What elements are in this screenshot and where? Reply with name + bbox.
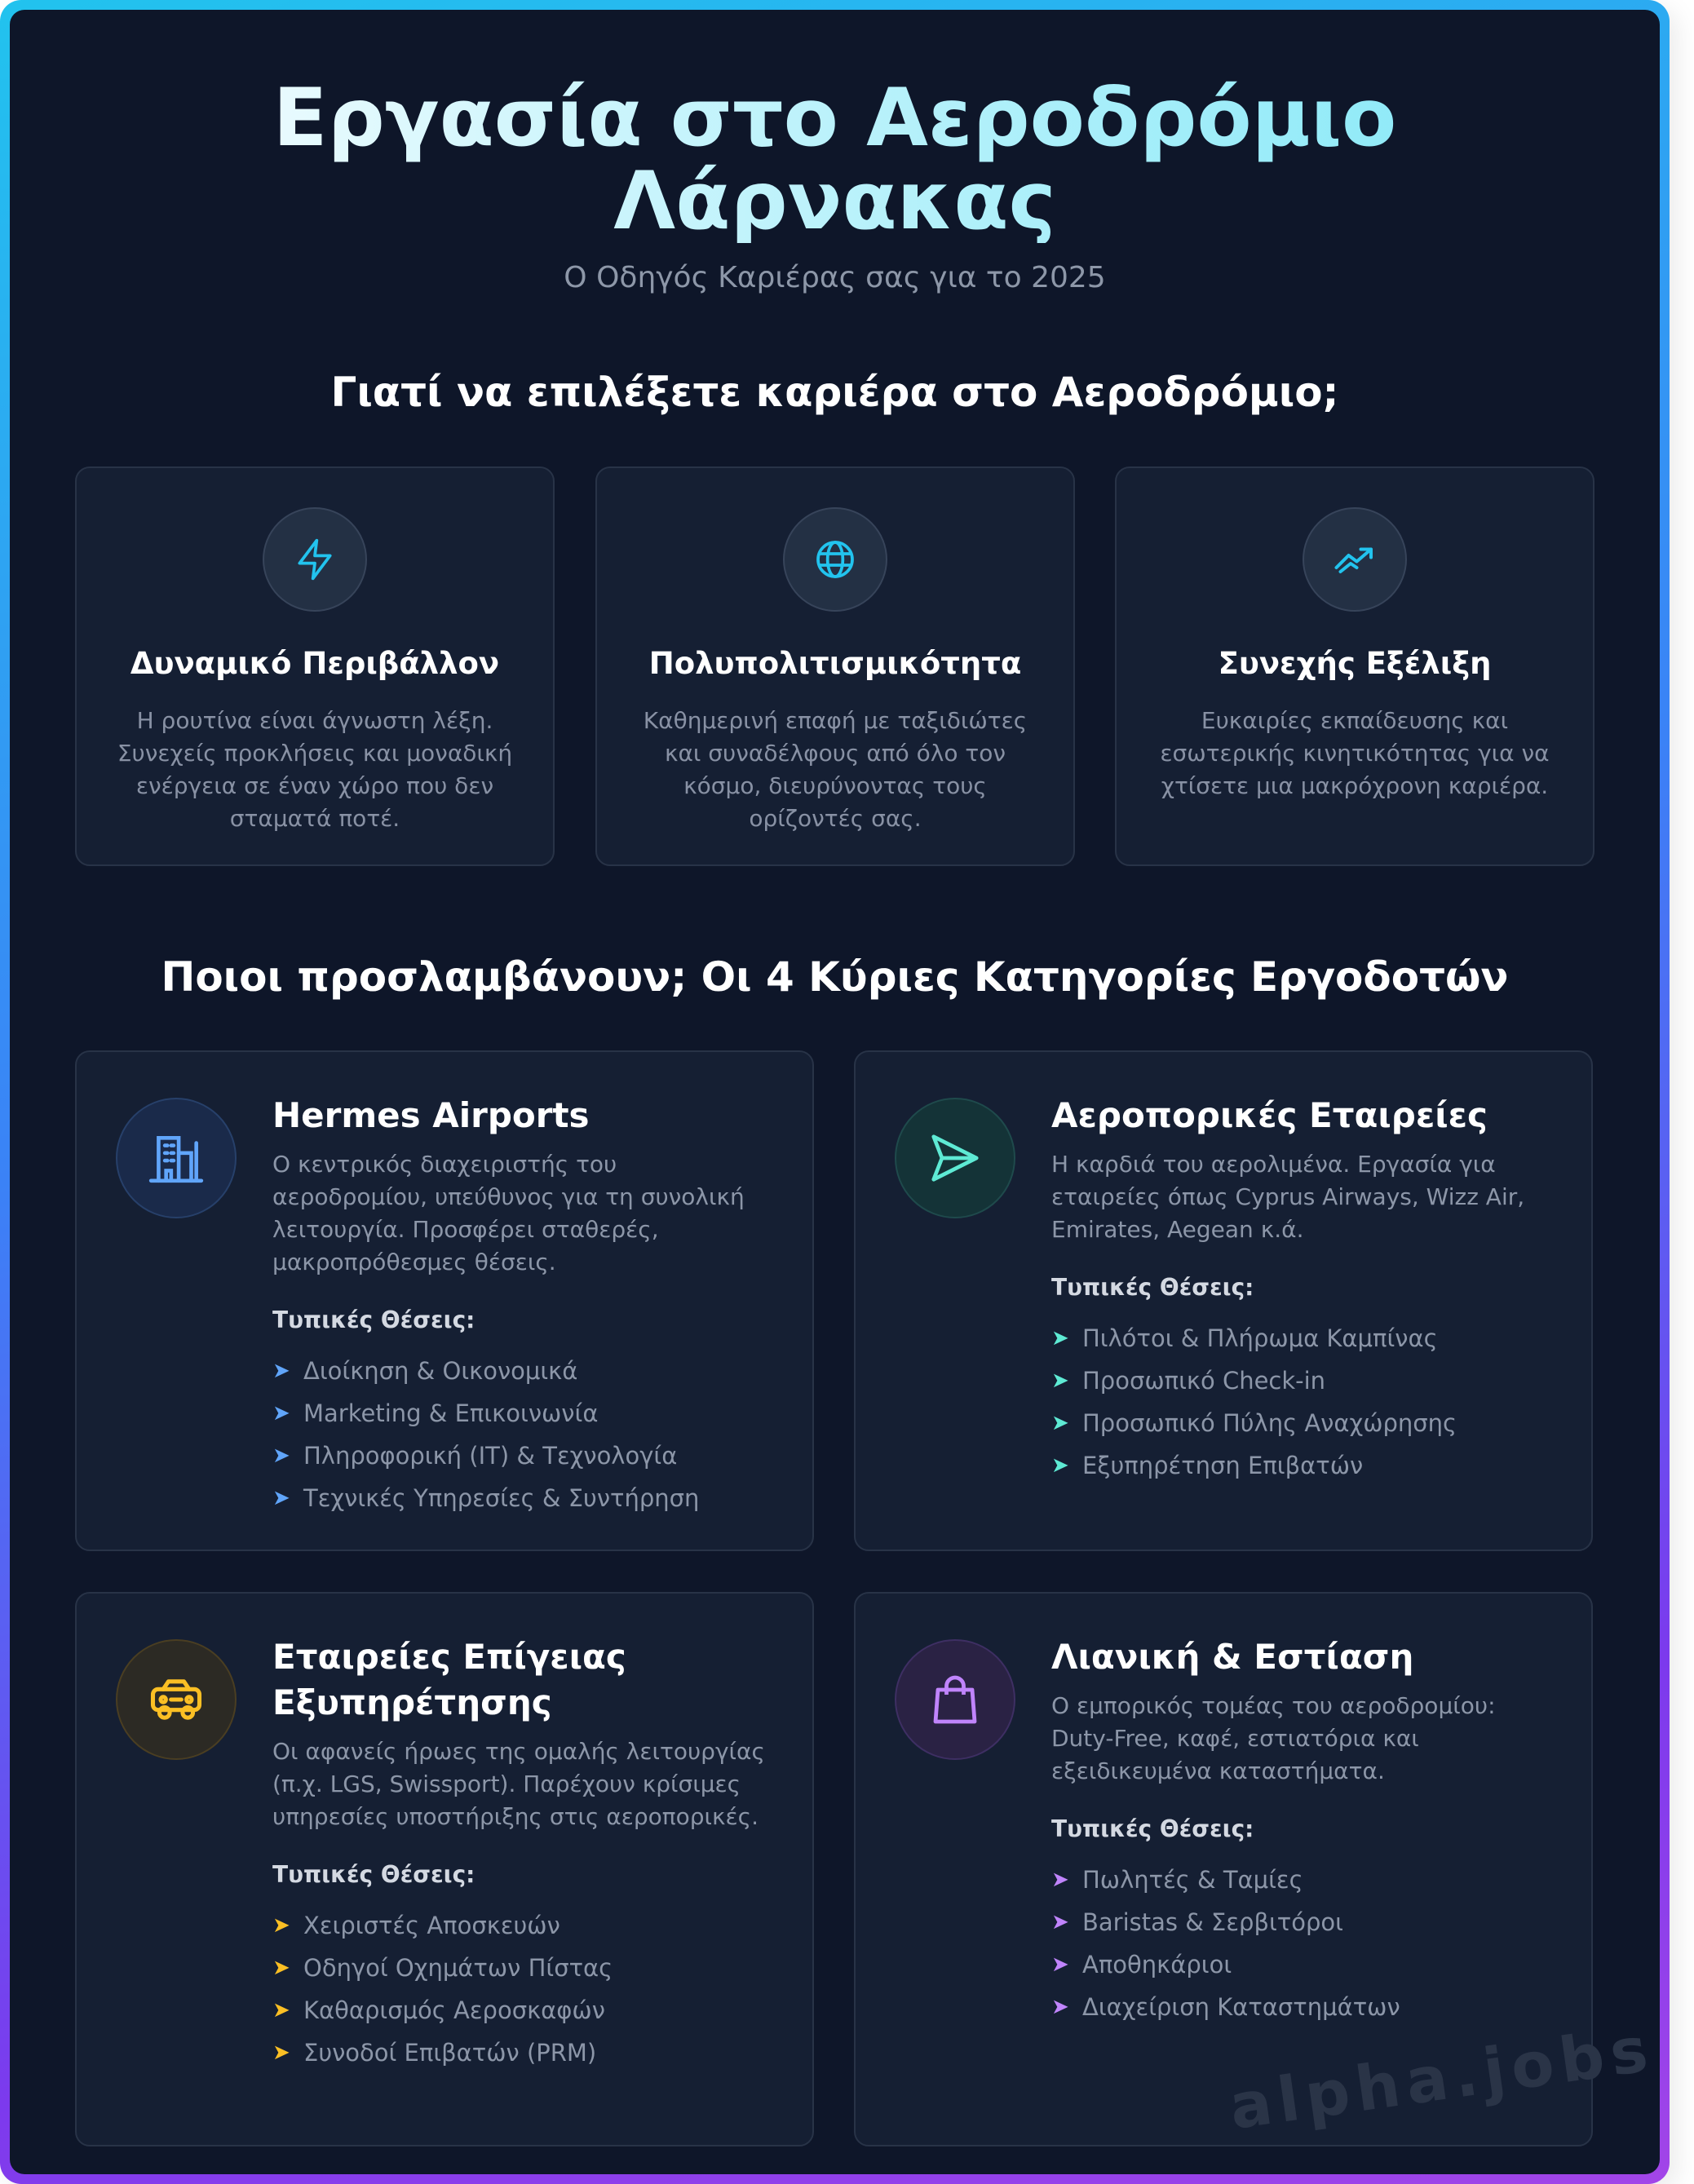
title-line-2: Λάρνακας bbox=[613, 155, 1056, 248]
position-item bbox=[272, 1435, 772, 1477]
feature-icon-circle bbox=[783, 507, 887, 612]
feature-card-dynamic bbox=[75, 466, 555, 866]
position-label: Χειριστές Αποσκευών bbox=[303, 1912, 560, 1939]
employer-icon-circle bbox=[116, 1098, 237, 1218]
trending-up-icon bbox=[1330, 535, 1379, 584]
feature-card-multicultural bbox=[595, 466, 1075, 866]
position-label: Baristas & Σερβιτόροι bbox=[1082, 1908, 1343, 1936]
position-item bbox=[1051, 1986, 1550, 2028]
position-label: Διοίκηση & Οικονομικά bbox=[303, 1357, 578, 1385]
employer-card-airlines bbox=[854, 1050, 1593, 1551]
position-label: Εξυπηρέτηση Επιβατών bbox=[1082, 1452, 1364, 1479]
positions-label: Τυπικές Θέσεις: bbox=[272, 1306, 475, 1333]
positions-list bbox=[1051, 1859, 1550, 2028]
paper-plane-icon bbox=[927, 1130, 984, 1187]
employer-card-hermes bbox=[75, 1050, 814, 1551]
feature-description: Ευκαιρίες εκπαίδευσης και εσωτερικής κινητικότητας για να χτίσετε μια μακρόχρονη καριέρα. bbox=[1160, 707, 1550, 799]
position-label: Marketing & Επικοινωνία bbox=[303, 1399, 599, 1427]
employer-content bbox=[272, 1634, 772, 2074]
employer-title: Εταιρείες Επίγειας Εξυπηρέτησης bbox=[272, 1637, 626, 1722]
position-label: Καθαρισμός Αεροσκαφών bbox=[303, 1996, 605, 2024]
arrow-icon: ➤ bbox=[272, 1359, 290, 1383]
employers-section-title: Ποιοι προσλαμβάνουν; Οι 4 Κύριες Κατηγορίες Εργοδοτών bbox=[161, 953, 1509, 1001]
position-label: Προσωπικό Check-in bbox=[1082, 1367, 1326, 1395]
feature-description: Καθημερινή επαφή με ταξιδιώτες και συναδέλφους από όλο τον κόσμο, διευρύνοντας τους ορίζοντές σας. bbox=[643, 707, 1028, 832]
positions-label: Τυπικές Θέσεις: bbox=[1051, 1815, 1254, 1842]
arrow-icon: ➤ bbox=[1051, 1868, 1069, 1892]
employer-content bbox=[1051, 1634, 1550, 2028]
infographic-panel bbox=[10, 10, 1660, 2174]
arrow-icon: ➤ bbox=[272, 1998, 290, 2023]
arrow-icon: ➤ bbox=[1051, 1995, 1069, 2019]
position-label: Τεχνικές Υπηρεσίες & Συντήρηση bbox=[303, 1484, 700, 1512]
position-item bbox=[272, 2031, 772, 2074]
employer-description: Η καρδιά του αερολιμένα. Εργασία για εταιρείες όπως Cyprus Airways, Wizz Air, Emirates, Aegean κ.ά. bbox=[1051, 1151, 1525, 1243]
arrow-icon: ➤ bbox=[272, 1956, 290, 1980]
position-label: Πληροφορική (IT) & Τεχνολογία bbox=[303, 1442, 678, 1470]
employer-card-ground-handling bbox=[75, 1592, 814, 2146]
arrow-icon: ➤ bbox=[1051, 1411, 1069, 1435]
feature-title: Δυναμικό Περιβάλλον bbox=[130, 646, 500, 681]
feature-card-growth bbox=[1115, 466, 1594, 866]
employer-icon-circle bbox=[116, 1639, 237, 1760]
position-item bbox=[1051, 1359, 1550, 1402]
employer-content bbox=[272, 1093, 772, 1519]
arrow-icon: ➤ bbox=[272, 1443, 290, 1468]
positions-list bbox=[272, 1350, 772, 1519]
arrow-icon: ➤ bbox=[1051, 1368, 1069, 1393]
position-label: Αποθηκάριοι bbox=[1082, 1951, 1232, 1978]
page-title bbox=[10, 72, 1660, 248]
building-icon bbox=[146, 1128, 206, 1188]
position-label: Διαχείριση Καταστημάτων bbox=[1082, 1993, 1400, 2021]
position-label: Οδηγοί Οχημάτων Πίστας bbox=[303, 1954, 613, 1982]
position-item bbox=[1051, 1859, 1550, 1901]
feature-icon-circle bbox=[1303, 507, 1407, 612]
page-subtitle: Ο Οδηγός Καριέρας σας για το 2025 bbox=[564, 261, 1106, 294]
position-item bbox=[1051, 1901, 1550, 1943]
arrow-icon: ➤ bbox=[272, 2040, 290, 2065]
feature-title: Πολυπολιτισμικότητα bbox=[648, 646, 1022, 681]
arrow-icon: ➤ bbox=[1051, 1453, 1069, 1478]
position-item bbox=[272, 1392, 772, 1435]
arrow-icon: ➤ bbox=[272, 1401, 290, 1426]
employer-title: Hermes Airports bbox=[272, 1095, 590, 1135]
position-item bbox=[272, 1904, 772, 1947]
position-label: Συνοδοί Επιβατών (PRM) bbox=[303, 2039, 597, 2067]
watermark: alpha.jobs bbox=[1225, 2012, 1659, 2144]
employer-description: Οι αφανείς ήρωες της ομαλής λειτουργίας (π.χ. LGS, Swissport). Παρέχουν κρίσιμες υπηρεσίες υποστήριξης στις αεροπορικές. bbox=[272, 1738, 765, 1830]
position-label: Πωλητές & Ταμίες bbox=[1082, 1866, 1303, 1894]
position-label: Προσωπικό Πύλης Αναχώρησης bbox=[1082, 1409, 1457, 1437]
position-item bbox=[272, 1947, 772, 1989]
vehicle-icon bbox=[145, 1669, 207, 1731]
lightning-icon bbox=[292, 537, 338, 582]
arrow-icon: ➤ bbox=[1051, 1910, 1069, 1934]
employer-icon-circle bbox=[895, 1098, 1015, 1218]
arrow-icon: ➤ bbox=[272, 1913, 290, 1938]
position-item bbox=[272, 1989, 772, 2031]
arrow-icon: ➤ bbox=[272, 1486, 290, 1510]
position-item bbox=[1051, 1943, 1550, 1986]
position-label: Πιλότοι & Πλήρωμα Καμπίνας bbox=[1082, 1324, 1438, 1352]
employer-content bbox=[1051, 1093, 1550, 1487]
title-line-1: Εργασία στο Αεροδρόμιο bbox=[272, 72, 1397, 165]
feature-title: Συνεχής Εξέλιξη bbox=[1218, 646, 1492, 681]
positions-label: Τυπικές Θέσεις: bbox=[272, 1861, 475, 1888]
positions-list bbox=[272, 1904, 772, 2074]
why-section-title: Γιατί να επιλέξετε καριέρα στο Αεροδρόμιο; bbox=[330, 369, 1339, 416]
positions-label: Τυπικές Θέσεις: bbox=[1051, 1274, 1254, 1301]
arrow-icon: ➤ bbox=[1051, 1326, 1069, 1351]
position-item bbox=[272, 1477, 772, 1519]
position-item bbox=[1051, 1402, 1550, 1444]
position-item bbox=[1051, 1444, 1550, 1487]
arrow-icon: ➤ bbox=[1051, 1952, 1069, 1977]
employer-title: Λιανική & Εστίαση bbox=[1051, 1637, 1414, 1677]
globe-icon bbox=[812, 537, 858, 582]
feature-description: Η ρουτίνα είναι άγνωστη λέξη. Συνεχείς προκλήσεις και μοναδική ενέργεια σε έναν χώρο που δεν σταματά ποτέ. bbox=[117, 707, 513, 832]
employer-title: Αεροπορικές Εταιρείες bbox=[1051, 1095, 1488, 1135]
employer-description: Ο εμπορικός τομέας του αεροδρομίου: Duty-Free, καφέ, εστιατόρια και εξειδικευμένα καταστήματα. bbox=[1051, 1692, 1496, 1784]
shopping-bag-icon bbox=[926, 1670, 984, 1729]
employer-description: Ο κεντρικός διαχειριστής του αεροδρομίου, υπεύθυνος για τη συνολική λειτουργία. Προσφέρει σταθερές, μακροπρόθεσμες θέσεις. bbox=[272, 1151, 745, 1275]
position-item bbox=[272, 1350, 772, 1392]
positions-list bbox=[1051, 1317, 1550, 1487]
position-item bbox=[1051, 1317, 1550, 1359]
employer-icon-circle bbox=[895, 1639, 1015, 1760]
feature-icon-circle bbox=[263, 507, 367, 612]
